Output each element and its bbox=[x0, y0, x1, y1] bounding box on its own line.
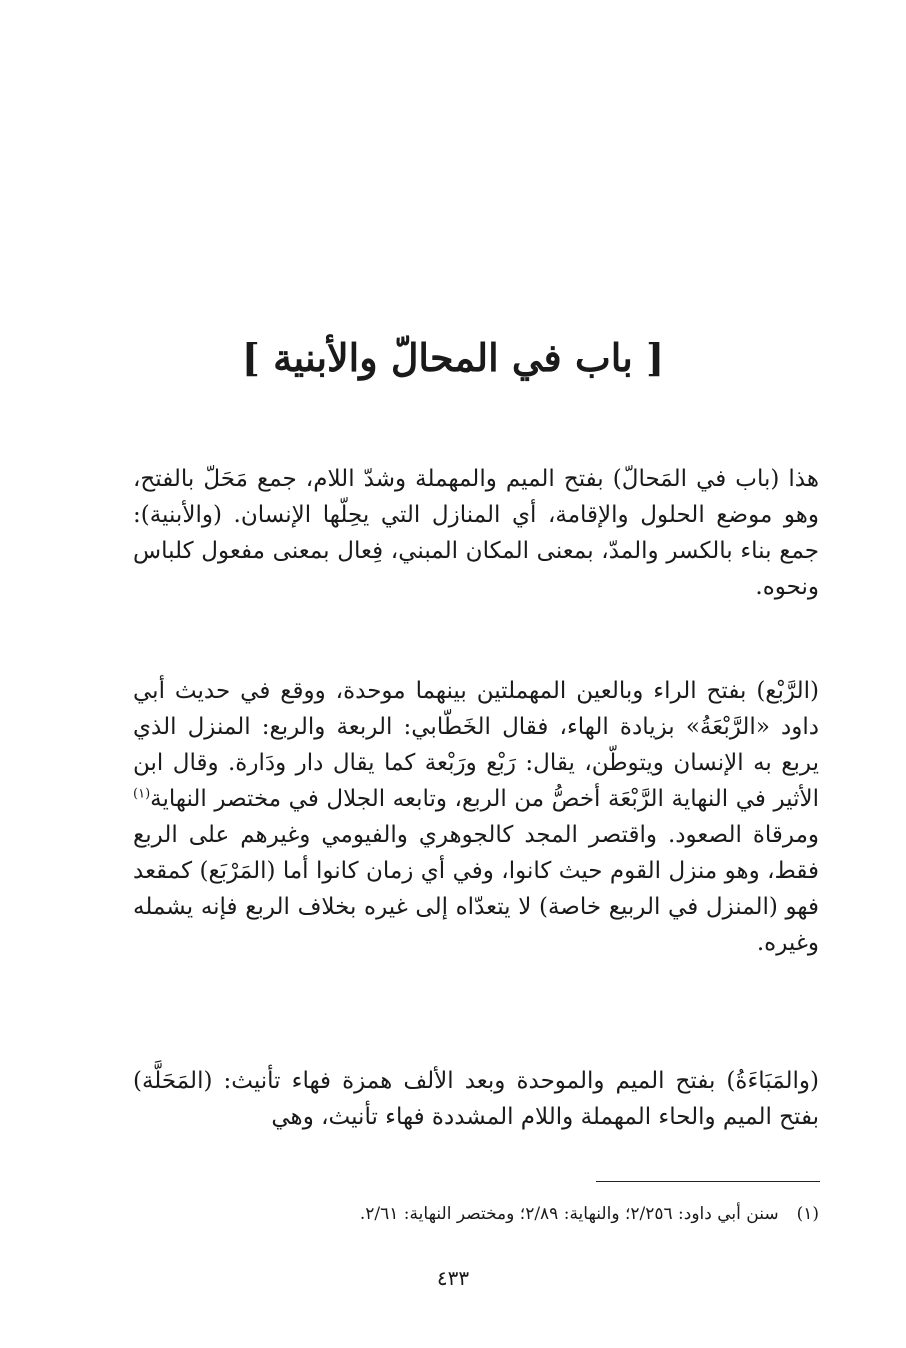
footnote-divider bbox=[596, 1181, 820, 1182]
paragraph-rab-text-start: (الرَّبْع) بفتح الراء وبالعين المهملتين بينهما موحدة، ووقع في حديث أبي داود «الرَّبْعَةُ» بزيادة الهاء، فقال الخَطّابي: الربعة والربع: المنزل الذي يربع به الإنسان ويتوطّن، يقال: رَبْع ورَبْعة كما يقال دار ودَارة. وقال ابن الأثير في النهاية الرَّبْعَة أخصُّ من الربع، وتابعه الجلال في مختصر النهاية bbox=[133, 678, 819, 812]
page-number: ٤٣٣ bbox=[436, 1266, 470, 1290]
chapter-title: [ باب في المحالّ والأبنية ] bbox=[241, 335, 665, 380]
paragraph-mahall-definition: هذا (باب في المَحالّ) بفتح الميم والمهملة وشدّ اللام، جمع مَحَلّ بالفتح، وهو موضع الحلول والإقامة، أي المنازل التي يحِلّها الإنسان. (والأبنية): جمع بناء بالكسر والمدّ، بمعنى المكان المبني، فِعال بمعنى مفعول كلباس ونحوه. bbox=[133, 466, 819, 600]
footnote-number: (١) bbox=[796, 1204, 819, 1224]
paragraph-rab-text-end: ومرقاة الصعود. واقتصر المجد كالجوهري والفيومي وغيرهم على الربع فقط، وهو منزل القوم حيث كانوا، وفي أي زمان كانوا أما (المَرْبَع) كمقعد فهو (المنزل في الربيع خاصة) لا يتعدّاه إلى غيره بخلاف الربع فإنه يشمله وغيره. bbox=[133, 822, 819, 956]
paragraph-mabaa-definition: (والمَبَاءَةُ) بفتح الميم والموحدة وبعد الألف همزة فهاء تأنيث: (المَحَلَّة) بفتح الميم والحاء المهملة واللام المشددة فهاء تأنيث، وهي bbox=[133, 1068, 819, 1130]
footnote-text: سنن أبي داود: ٢/٢٥٦؛ والنهاية: ٢/٨٩؛ ومختصر النهاية: ٢/٦١. bbox=[359, 1204, 779, 1224]
footnote bbox=[133, 1200, 819, 1228]
footnote-reference: (١) bbox=[133, 786, 151, 802]
paragraph-rab-definition bbox=[133, 673, 861, 961]
